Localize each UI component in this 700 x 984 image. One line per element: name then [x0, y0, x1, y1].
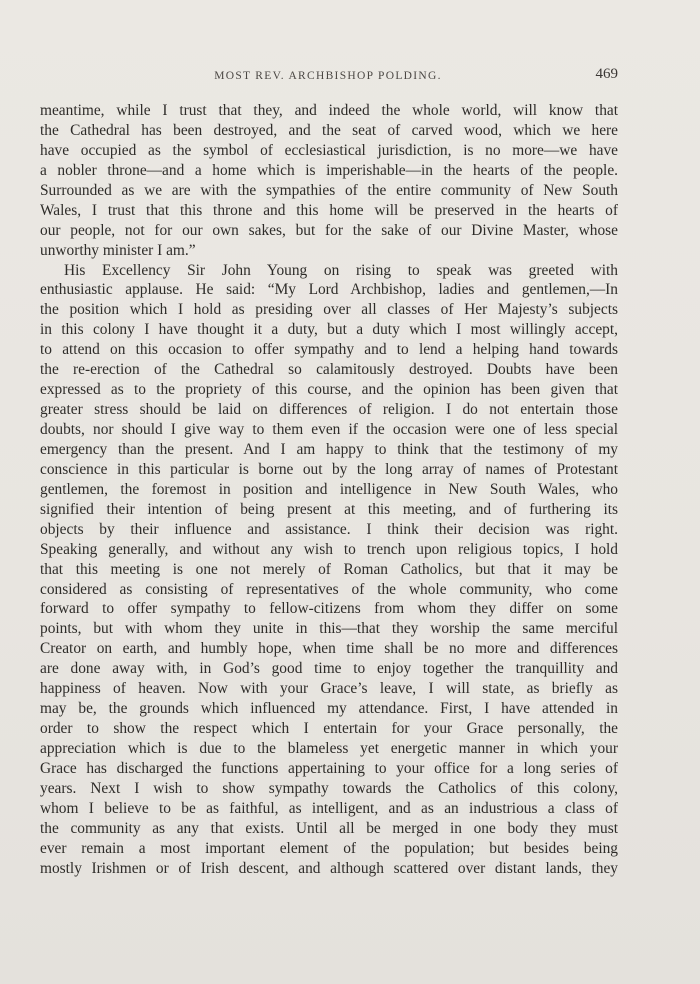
- page-number: 469: [595, 66, 618, 82]
- text-line: appreciation which is due to the blameless yet energetic manner in which your: [40, 740, 618, 757]
- body-text: [40, 101, 618, 879]
- text-line: Wales, I trust that this throne and this home will be preserved in the hearts of: [40, 201, 618, 219]
- text-line: unworthy minister I am.”: [40, 241, 196, 259]
- text-line: have occupied as the symbol of ecclesiastical jurisdiction, is no more—we have: [40, 141, 618, 159]
- text-line: Speaking generally, and without any wish to trench upon religious topics, I hold: [40, 540, 618, 558]
- text-line: the community as any that exists. Until all be merged in one body they must: [40, 819, 618, 837]
- text-line: our people, not for our own sakes, but for the sake of our Divine Master, whose: [40, 221, 618, 239]
- text-line: gentlemen, the foremost in position and intelligence in New South Wales, who: [40, 480, 618, 498]
- text-line: years. Next I wish to show sympathy towards the Catholics of this colony,: [40, 779, 618, 797]
- text-line: forward to offer sympathy to fellow-citizens from whom they differ on some: [40, 600, 618, 618]
- text-line: expressed as to the propriety of this course, and the opinion has been given that: [40, 381, 618, 399]
- text-line: may be, the grounds which influenced my attendance. First, I have attended in: [40, 700, 618, 718]
- text-line: points, but with whom they unite in this—that they worship the same merciful: [40, 620, 618, 638]
- text-line: Creator on earth, and humbly hope, when time shall be no more and differences: [40, 640, 618, 658]
- text-line: enthusiastic applause. He said: “My Lord Archbishop, ladies and gentlemen,—In: [40, 281, 618, 299]
- text-line: ever remain a most important element of the population; but besides being: [40, 839, 618, 857]
- text-line: in this colony I have thought it a duty, but a duty which I most willingly accept,: [40, 321, 618, 339]
- running-head: MOST REV. ARCHBISHOP POLDING.: [214, 70, 442, 82]
- paragraph-start-line: His Excellency Sir John Young on rising to speak was greeted with: [64, 261, 618, 279]
- text-line: whom I believe to be as faithful, as intelligent, and as an industrious a class of: [40, 799, 618, 817]
- text-line: the Cathedral has been destroyed, and the seat of carved wood, which we here: [40, 121, 618, 139]
- text-line: order to show the respect which I entertain for your Grace personally, the: [40, 720, 618, 738]
- text-line: objects by their influence and assistance. I think their decision was right.: [40, 520, 618, 538]
- text-line: a nobler throne—and a home which is imperishable—in the hearts of the people.: [40, 161, 618, 179]
- text-line: Grace has discharged the functions appertaining to your office for a long series of: [40, 759, 618, 777]
- text-line: the re-erection of the Cathedral so calamitously destroyed. Doubts have been: [40, 361, 618, 379]
- text-line: greater stress should be laid on differences of religion. I do not entertain those: [40, 401, 618, 419]
- text-line: doubts, nor should I give way to them even if the occasion were one of less special: [40, 421, 618, 438]
- text-line: emergency than the present. And I am happy to think that the testimony of my: [40, 440, 618, 458]
- text-line: to attend on this occasion to offer sympathy and to lend a helping hand towards: [40, 341, 618, 359]
- text-line: are done away with, in God’s good time to enjoy together the tranquillity and: [40, 660, 618, 678]
- text-line: conscience in this particular is borne out by the long array of names of Protestant: [40, 460, 618, 478]
- text-line: meantime, while I trust that they, and indeed the whole world, will know that: [40, 102, 618, 119]
- text-line: happiness of heaven. Now with your Grace’s leave, I will state, as briefly as: [40, 680, 618, 698]
- text-line: mostly Irishmen or of Irish descent, and although scattered over distant lands, they: [40, 859, 618, 877]
- text-line: considered as consisting of representatives of the whole community, who come: [40, 580, 618, 598]
- text-line: the position which I hold as presiding over all classes of Her Majesty’s subjects: [40, 301, 618, 319]
- text-line: Surrounded as we are with the sympathies of the entire community of New South: [40, 181, 618, 199]
- text-line: signified their intention of being present at this meeting, and of furthering its: [40, 500, 618, 518]
- text-line: that this meeting is one not merely of Roman Catholics, but that it may be: [40, 560, 618, 578]
